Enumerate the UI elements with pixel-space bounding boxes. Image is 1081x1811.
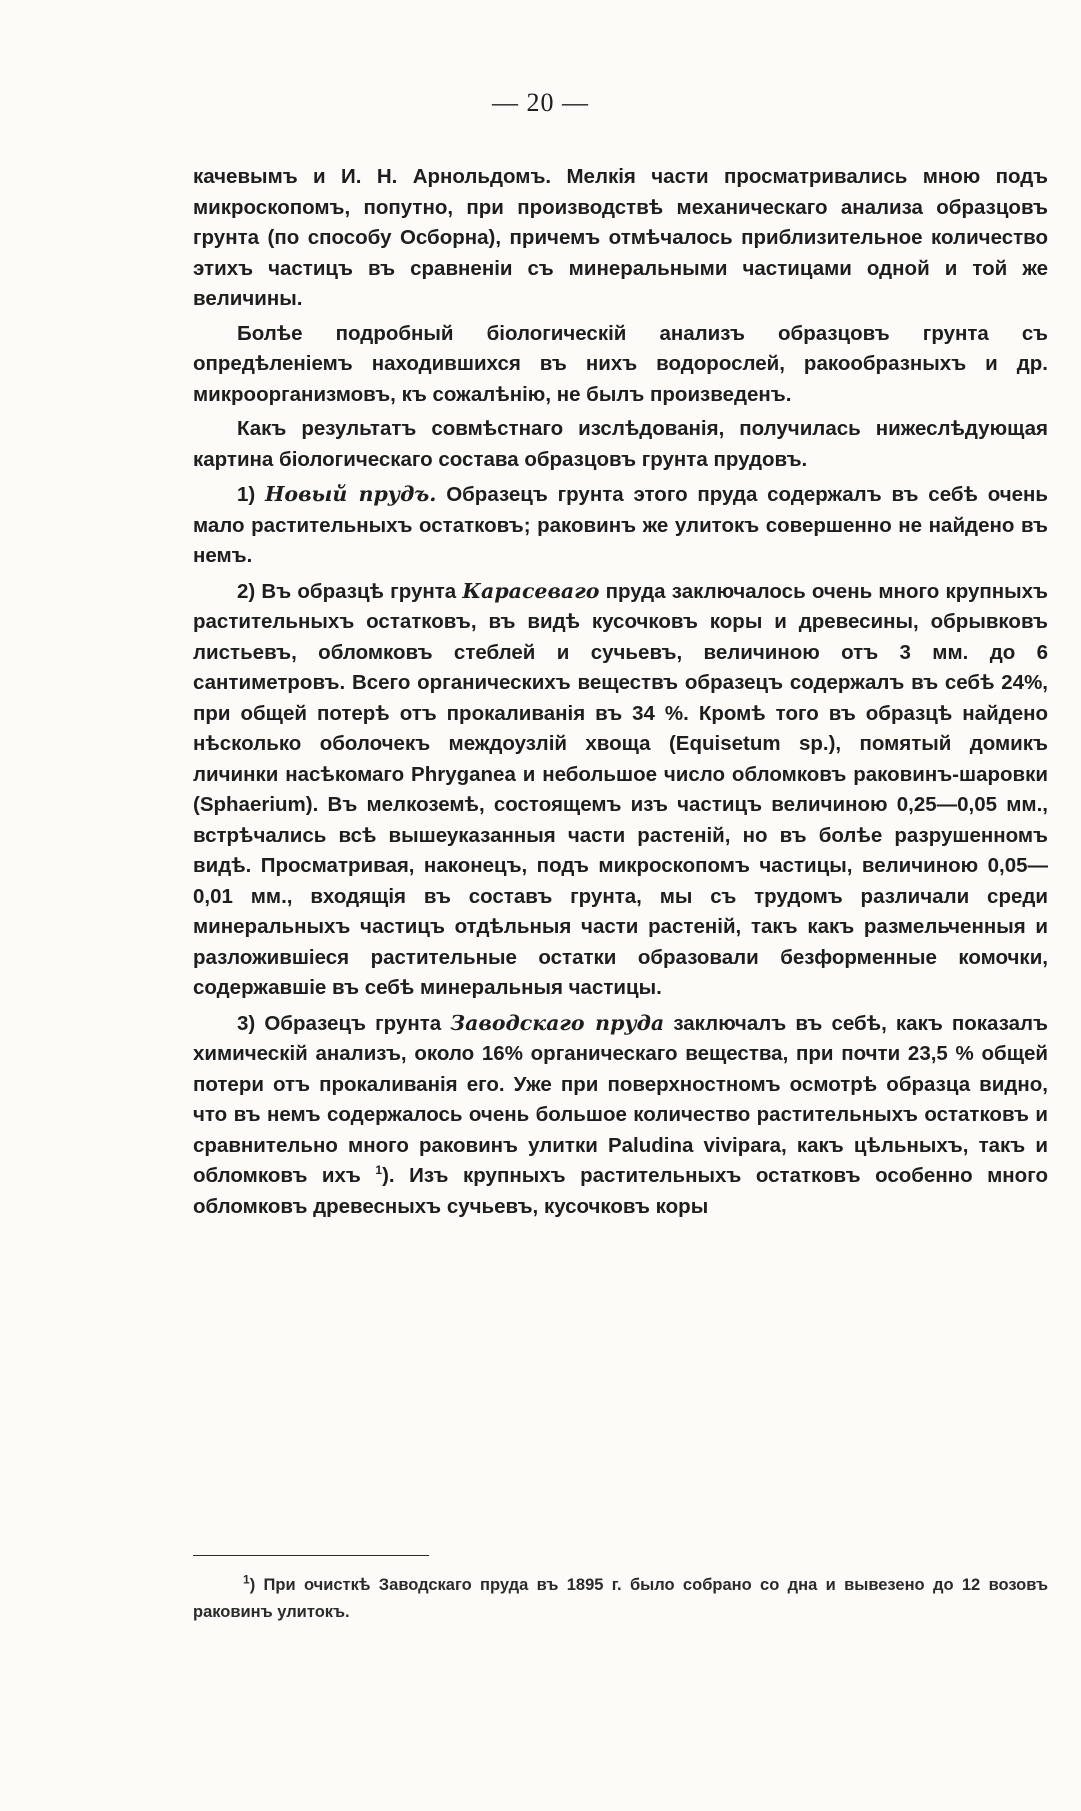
item-text: пруда заключалось очень много крупныхъ растительныхъ остатковъ, въ видѣ кусочковъ коры и древесины, обрывковъ листьевъ, обломковъ стеблей и сучьевъ, величиною отъ 3 мм. до 6 сантиметровъ. Всего органическихъ веществъ образецъ содержалъ въ себѣ 24%, при общей потерѣ отъ прокаливанія въ 34 %. Кромѣ того въ образцѣ найдено нѣсколько оболочекъ междоузлій хвоща (Equisetum sp.), помятый домикъ личинки насѣкомаго Phryganea и небольшое число обломковъ раковинъ-шаровки (Sphaerium). Въ мелкоземѣ, состоящемъ изъ частицъ величиною 0,25—0,05 мм., встрѣчались всѣ вышеуказанныя части растеній, но въ болѣе разрушенномъ видѣ. Просматривая, наконецъ, подъ микроскопомъ частицы, величиною 0,05—0,01 мм., входящія въ составъ грунта, мы съ трудомъ различали среди минеральныхъ частицъ отдѣльныя части растеній, такъ какъ размельченныя и разложившіеся растительные остатки образовали безформенные комочки, содержавшіе въ себѣ минеральныя частицы. — [193, 579, 1048, 999]
footnote — [193, 1572, 1048, 1626]
pond-name: Карасеваго — [462, 578, 600, 603]
item-number: 1) — [237, 483, 256, 506]
paragraph: Болѣе подробный біологическій анализъ образцовъ грунта съ опредѣленіемъ находившихся въ нихъ водорослей, ракообразныхъ и др. микроорганизмовъ, къ сожалѣнію, не былъ произведенъ. — [193, 321, 1048, 406]
list-item-new-pond — [193, 479, 1048, 572]
list-item-factory-pond — [193, 1008, 1048, 1223]
item-number: 3) Образецъ грунта — [237, 1011, 442, 1035]
list-item-karasevo-pond — [193, 576, 1048, 1004]
item-text-continued: ). Изъ крупныхъ растительныхъ остатковъ особенно много обломковъ древесныхъ сучьевъ, кусочковъ коры — [193, 1164, 1048, 1218]
main-text — [193, 162, 1048, 1226]
page-number: — 20 — — [492, 88, 589, 117]
item-number: 2) Въ образцѣ грунта — [237, 579, 457, 603]
item-text: заключалъ въ себѣ, какъ показалъ химическій анализъ, около 16% органическаго вещества, при почти 23,5 % общей потери отъ прокаливанія его. Уже при поверхностномъ осмотрѣ образца видно, что въ немъ содержалось очень большое количество растительныхъ остатковъ и сравнительно много раковинъ улитки Paludina vivipara, какъ цѣльныхъ, такъ и обломковъ ихъ — [193, 1011, 1048, 1187]
pond-name: Заводскаго пруда — [450, 1010, 665, 1035]
footnote-text: ) При очисткѣ Заводскаго пруда въ 1895 г. было собрано со дна и вывезено до 12 возовъ раковинъ улитокъ. — [193, 1576, 1048, 1621]
footnote-divider — [193, 1555, 429, 1556]
item-text: Образецъ грунта этого пруда содержалъ въ себѣ очень мало растительныхъ остатковъ; раковинъ же улитокъ совершенно не найдено въ немъ. — [193, 483, 1048, 567]
footnote-reference[interactable]: 1 — [375, 1163, 383, 1178]
pond-name: Новый прудъ. — [265, 482, 437, 506]
paragraph: качевымъ и И. Н. Арнольдомъ. Мелкія части просматривались мною подъ микроскопомъ, попутно, при производствѣ механическаго анализа образцовъ грунта (по способу Осборна), причемъ отмѣчалось приблизительное количество этихъ частицъ въ сравненіи съ минеральными частицами одной и той же величины. — [193, 165, 1048, 310]
paragraph: Какъ результатъ совмѣстнаго изслѣдованія, получилась нижеслѣдующая картина біологическаго состава образцовъ грунта прудовъ. — [193, 417, 1048, 471]
footnote-marker: 1 — [243, 1572, 250, 1587]
